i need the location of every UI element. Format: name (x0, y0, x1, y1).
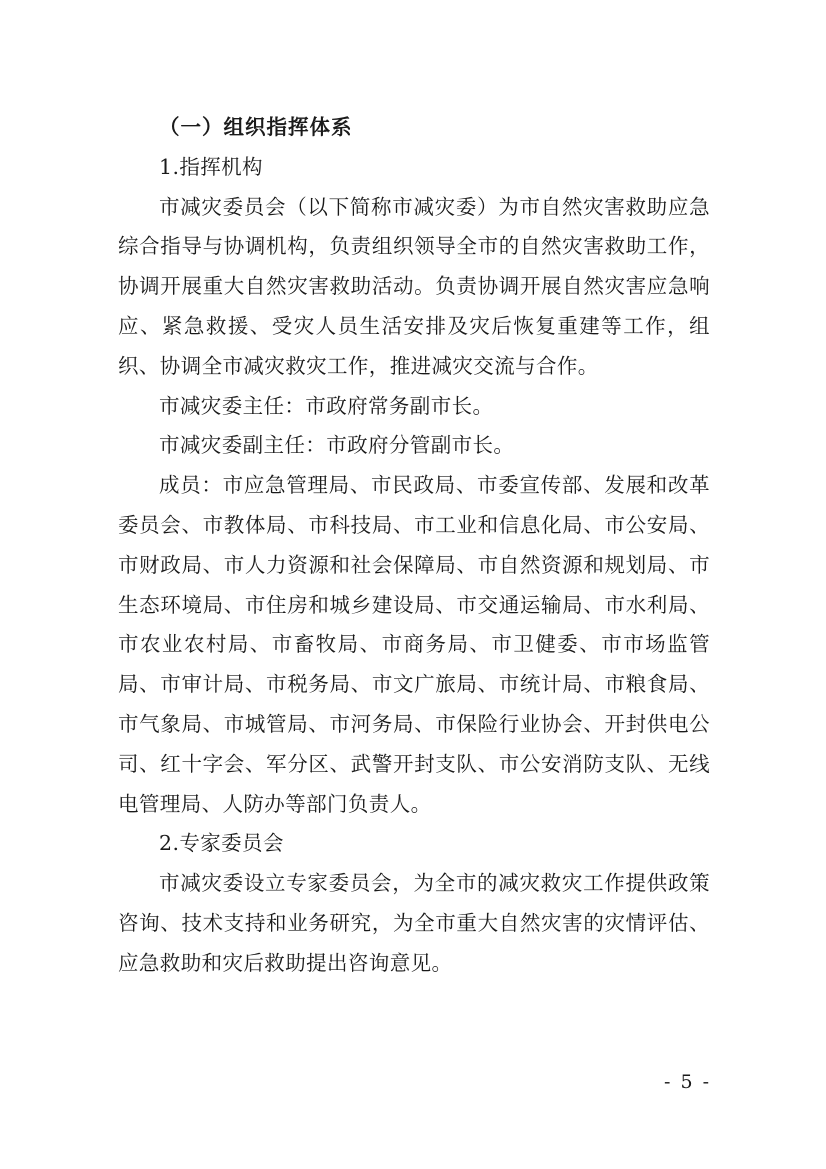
paragraph-members: 成员：市应急管理局、市民政局、市委宣传部、发展和改革委员会、市教体局、市科技局、市工业和信息化局、市公安局、市财政局、市人力资源和社会保障局、市自然资源和规划局、市生态环境局、市住房和城乡建设局、市交通运输局、市水利局、市农业农村局、市畜牧局、市商务局、市卫健委、市市场监管局、市审计局、市税务局、市文广旅局、市统计局、市粮食局、市气象局、市城管局、市河务局、市保险行业协会、开封供电公司、红十字会、军分区、武警开封支队、市公安消防支队、无线电管理局、人防办等部门负责人。 (118, 473, 710, 816)
paragraph-expert-committee: 市减灾委设立专家委员会，为全市的减灾救灾工作提供政策咨询、技术支持和业务研究，为全市重大自然灾害的灾情评估、应急救助和灾后救助提出咨询意见。 (118, 871, 710, 975)
page-body (118, 108, 710, 984)
section-heading: （一）组织指挥体系 (159, 115, 353, 139)
subsection-title-command: 1.指挥机构 (159, 154, 263, 179)
paragraph-deputy-director: 市减灾委副主任：市政府分管副市长。 (159, 433, 515, 458)
paragraph-director: 市减灾委主任：市政府常务副市长。 (159, 393, 494, 418)
page-number: - 5 - (664, 1071, 712, 1093)
subsection-title-experts: 2.专家委员会 (159, 831, 284, 856)
paragraph-command-duties: 市减灾委员会（以下简称市减灾委）为市自然灾害救助应急综合指导与协调机构，负责组织领导全市的自然灾害救助工作，协调开展重大自然灾害救助活动。负责协调开展自然灾害应急响应、紧急救援、受灾人员生活安排及灾后恢复重建等工作，组织、协调全市减灾救灾工作，推进减灾交流与合作。 (118, 194, 710, 378)
